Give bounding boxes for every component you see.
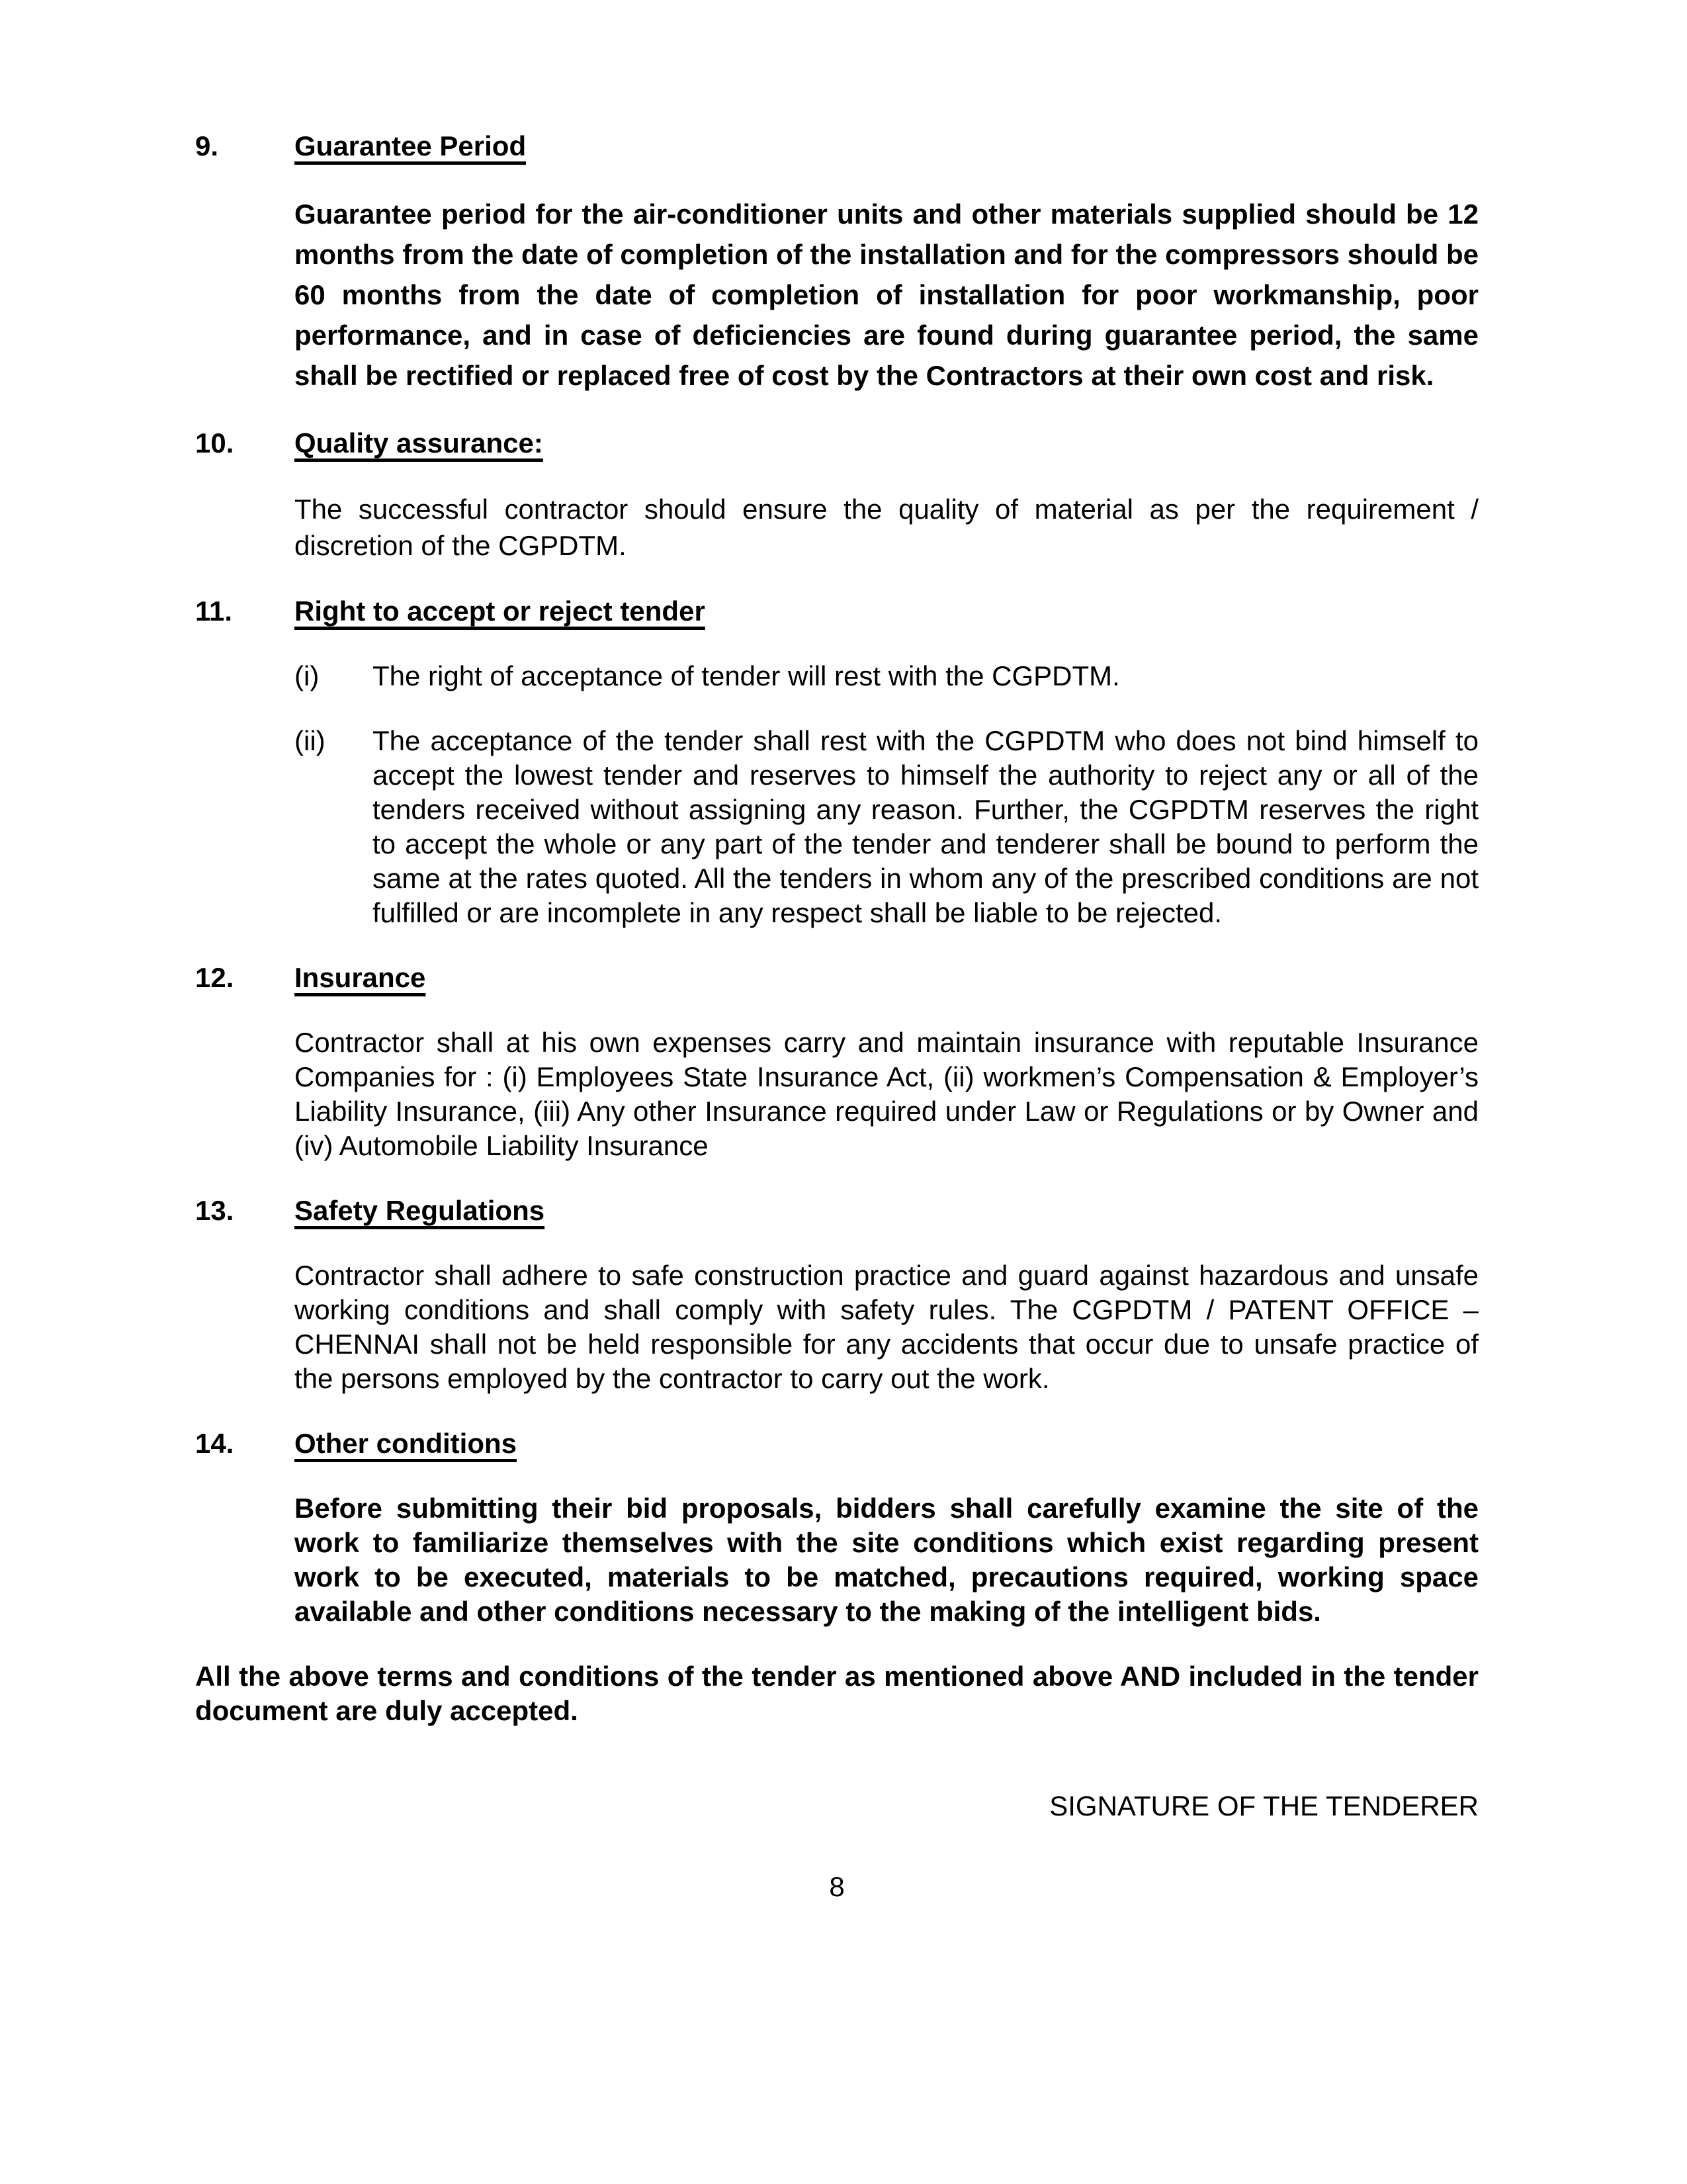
section-10-number: 10. — [195, 427, 234, 459]
section-11-item-i-number: (i) — [294, 660, 320, 691]
section-13-title: Safety Regulations — [294, 1195, 545, 1226]
section-9-number: 9. — [195, 130, 219, 161]
section-11-item-i — [294, 659, 1479, 693]
section-11-number: 11. — [195, 595, 233, 627]
section-14-paragraph: Before submitting their bid proposals, bidders shall carefully examine the site of the work to familiarize themselves with the site conditions which exist regarding present work to be executed, materials to be matched, precautions required, working space available and other conditions necessary to the making of the intelligent bids. — [294, 1493, 1479, 1627]
section-13-number: 13. — [195, 1195, 234, 1226]
closing-statement: All the above terms and conditions of the tender as mentioned above AND included in the tender document are duly accepted. — [195, 1661, 1479, 1726]
section-11-item-ii-number: (ii) — [294, 725, 325, 756]
section-11-title: Right to accept or reject tender — [294, 595, 705, 627]
section-13-heading — [195, 1194, 1479, 1228]
section-11-item-i-text: The right of acceptance of tender will rest with the CGPDTM. — [372, 660, 1120, 691]
section-10-heading — [195, 426, 1479, 460]
section-14-title: Other conditions — [294, 1428, 517, 1459]
section-14-heading — [195, 1426, 1479, 1461]
section-12-title: Insurance — [294, 962, 426, 993]
page-number: 8 — [829, 1871, 845, 1902]
section-13-paragraph: Contractor shall adhere to safe construction practice and guard against hazardous and unsafe working conditions and shall comply with safety rules. The CGPDTM / PATENT OFFICE – CHENNAI shall not be held responsible for any accidents that occur due to unsafe practice of the persons employed by the contractor to carry out the work. — [294, 1260, 1479, 1394]
section-10-paragraph: The successful contractor should ensure the quality of material as per the requirement / discretion of the CGPDTM. — [294, 494, 1479, 561]
section-9-heading — [195, 129, 1479, 163]
section-9-paragraph: Guarantee period for the air-conditioner units and other materials supplied should be 12 months from the date of completion of the installation and for the compressors should be 60 months from the date of completion of installation for poor workmanship, poor performance, and in case of deficiencies are found during guarantee period, the same shall be rectified or replaced free of cost by the Contractors at their own cost and risk. — [294, 198, 1479, 391]
section-12-heading — [195, 961, 1479, 995]
section-11-item-ii-text: The acceptance of the tender shall rest with the CGPDTM who does not bind himself to accept the lowest tender and reserves to himself the authority to reject any or all of the tenders received without assigning any reason. Further, the CGPDTM reserves the right to accept the whole or any part of the tender and tenderer shall be bound to perform the same at the rates quoted. All the tenders in whom any of the prescribed conditions are not fulfilled or are incomplete in any respect shall be liable to be rejected. — [372, 725, 1479, 928]
signature-line: SIGNATURE OF THE TENDERER — [1049, 1790, 1479, 1821]
section-14-number: 14. — [195, 1428, 234, 1459]
section-12-paragraph: Contractor shall at his own expenses carry and maintain insurance with reputable Insurance Companies for : (i) Employees State Insurance Act, (ii) workmen’s Compensation & Employer’s Liability Insurance, (iii) Any other Insurance required under Law or Regulations or by Owner and (iv) Automobile Liability Insurance — [294, 1027, 1479, 1161]
section-9-title: Guarantee Period — [294, 130, 527, 161]
section-12-number: 12. — [195, 962, 234, 993]
section-11-heading — [195, 594, 1479, 629]
section-10-title: Quality assurance: — [294, 427, 543, 459]
section-11-item-ii — [294, 724, 1479, 930]
